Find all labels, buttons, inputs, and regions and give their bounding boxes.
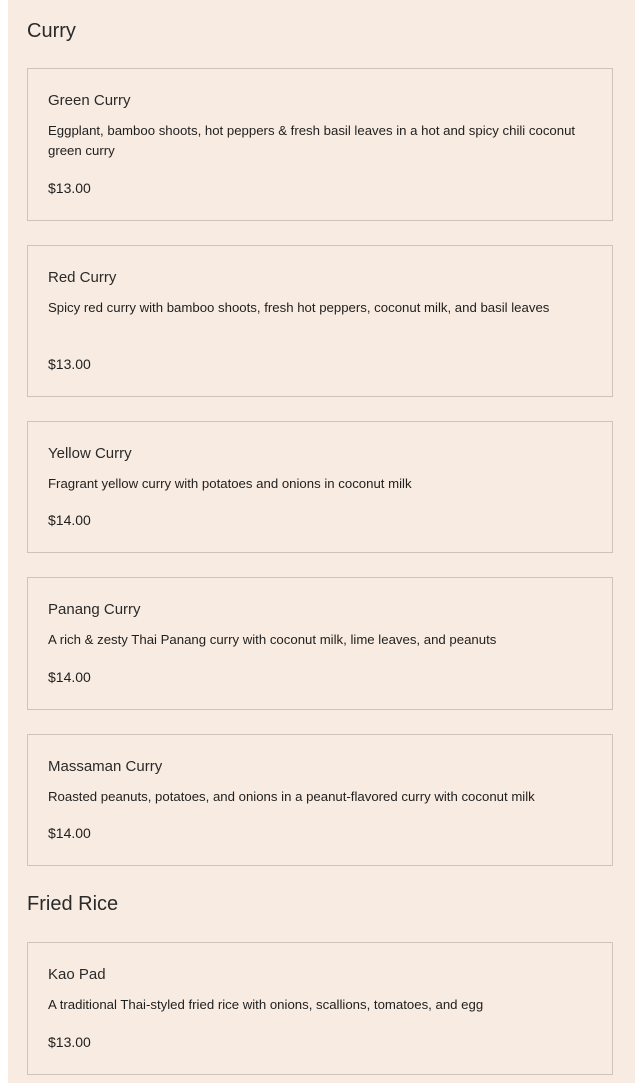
menu-item-green-curry[interactable] — [27, 68, 613, 221]
item-description: Spicy red curry with bamboo shoots, fresh hot peppers, coconut milk, and basil leaves — [48, 300, 550, 315]
item-description: A rich & zesty Thai Panang curry with coconut milk, lime leaves, and peanuts — [48, 632, 497, 647]
item-price: $14.00 — [48, 512, 91, 528]
item-name: Green Curry — [48, 92, 131, 109]
item-price: $13.00 — [48, 1034, 91, 1050]
menu-item-massaman-curry[interactable] — [27, 734, 613, 866]
item-price: $14.00 — [48, 669, 91, 685]
item-description: Fragrant yellow curry with potatoes and onions in coconut milk — [48, 476, 412, 491]
menu-item-panang-curry[interactable] — [27, 577, 613, 710]
item-name: Red Curry — [48, 269, 117, 286]
menu-item-kao-pad[interactable] — [27, 942, 613, 1075]
item-price: $13.00 — [48, 180, 91, 196]
item-name: Kao Pad — [48, 966, 106, 983]
item-description: Roasted peanuts, potatoes, and onions in a peanut-flavored curry with coconut milk — [48, 789, 535, 804]
item-name: Panang Curry — [48, 601, 141, 618]
item-price: $14.00 — [48, 825, 91, 841]
menu-item-red-curry[interactable] — [27, 245, 613, 397]
item-name: Massaman Curry — [48, 758, 163, 775]
section-title-curry: Curry — [27, 20, 76, 42]
item-description: Eggplant, bamboo shoots, hot peppers & fresh basil leaves in a hot and spicy chili coconut green curry — [48, 123, 576, 158]
item-name: Yellow Curry — [48, 445, 132, 462]
item-description: A traditional Thai-styled fried rice with onions, scallions, tomatoes, and egg — [48, 997, 484, 1012]
item-price: $13.00 — [48, 356, 91, 372]
section-title-fried-rice: Fried Rice — [27, 893, 119, 915]
menu-item-yellow-curry[interactable] — [27, 421, 613, 553]
menu-panel — [8, 0, 635, 1083]
